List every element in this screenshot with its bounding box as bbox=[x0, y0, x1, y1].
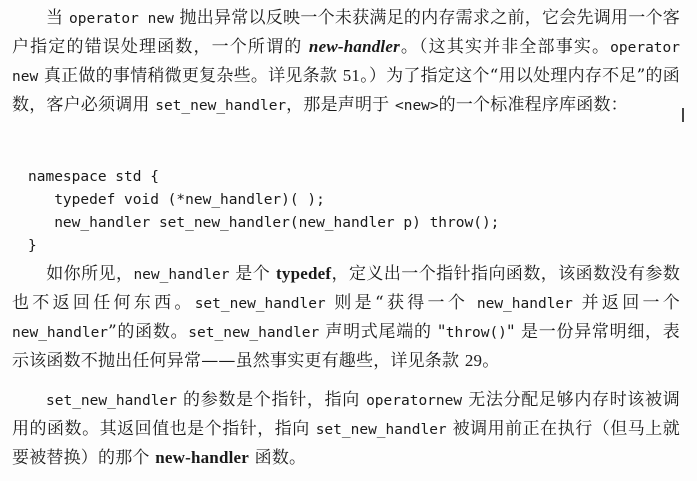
text-run: ，定义出一个指针指向函数，该函数没有参数也不返回任何东西。 bbox=[12, 264, 681, 313]
text-run: ，那是声明于 bbox=[286, 95, 395, 115]
text-run: 的参数是个指针，指向 bbox=[176, 390, 367, 410]
code-term: new_handler bbox=[12, 325, 109, 341]
text-run: 当 bbox=[46, 8, 69, 28]
text-run: 如你所见， bbox=[46, 264, 134, 284]
text-run: 声明式尾端的 " bbox=[319, 322, 446, 342]
code-term: set_new_handler bbox=[188, 325, 320, 341]
paragraph-new-handler-intro bbox=[12, 4, 680, 120]
text-run: " 是一份异常明细，表示该函数不抛出任何异常——虽然事实更有趣些，详见条款 bbox=[12, 322, 680, 371]
paragraph-parameter-explanation bbox=[12, 386, 680, 472]
text-run: 。（这其实并非全部事实。 bbox=[399, 37, 611, 57]
text-run: 并返回一个 bbox=[572, 293, 680, 313]
code-term: set_new_handler bbox=[46, 393, 177, 409]
text-run: ”的函数。 bbox=[108, 322, 189, 342]
code-term: throw() bbox=[445, 325, 507, 341]
code-term: set_new_handler bbox=[194, 296, 326, 312]
code-term: <new> bbox=[394, 98, 439, 114]
text-run: 是个 bbox=[229, 264, 277, 284]
paragraph-typedef-explanation bbox=[12, 260, 680, 375]
item-number: 29 bbox=[464, 351, 483, 370]
code-term: operator new bbox=[12, 40, 680, 85]
text-run: 真正做的事情稍微更复杂些。详见条款 bbox=[38, 66, 343, 86]
text-run: 。 bbox=[482, 351, 500, 371]
text-run: 函数。 bbox=[249, 448, 307, 468]
code-term: operatornew bbox=[366, 393, 463, 409]
code-block: namespace std { typedef void (*new_handler)( ); new_handler set_new_handler(new_handler p) throw(); } bbox=[28, 169, 500, 254]
text-run: 的一个标准程序库函数： bbox=[438, 95, 628, 115]
text-run: 被调用前正在执行（但马上就要被替换）的那个 bbox=[12, 419, 680, 468]
emphasized-term: new-handler bbox=[308, 37, 400, 56]
code-term: set_new_handler bbox=[155, 98, 287, 114]
item-number: 51 bbox=[342, 66, 361, 85]
text-run: 抛出异常以反映一个未获满足的内存需求之前，它会先调用一个客户指定的错误处理函数，一个所谓的 bbox=[12, 8, 681, 57]
code-term: operator new bbox=[69, 11, 174, 27]
code-term: new_handler bbox=[133, 267, 230, 283]
code-term: new_handler bbox=[476, 296, 573, 312]
code-term: set_new_handler bbox=[315, 422, 447, 438]
text-run: 。）为了指定这个“用以处理内存不足”的函数，客户必须调用 bbox=[12, 66, 680, 115]
text-run: 无法分配足够内存时该被调用的函数。其返回值也是个指针，指向 bbox=[12, 390, 680, 439]
text-run: 则是“获得一个 bbox=[325, 293, 477, 313]
emphasized-term: new-handler bbox=[155, 448, 250, 467]
keyword-term: typedef bbox=[276, 264, 332, 283]
margin-mark bbox=[682, 108, 684, 122]
